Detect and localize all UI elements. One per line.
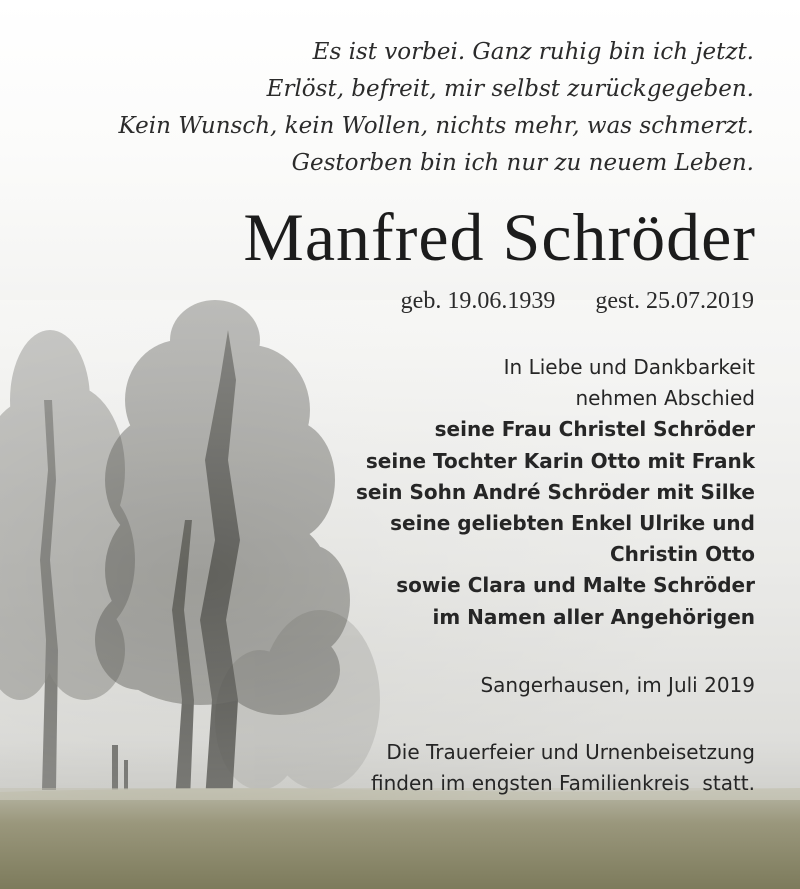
mourner-line: sowie Clara und Malte Schröder bbox=[396, 573, 755, 598]
birth-date: geb. 19.06.1939 bbox=[400, 288, 556, 314]
death-date: gest. 25.07.2019 bbox=[595, 288, 754, 314]
life-dates bbox=[401, 285, 754, 317]
ceremony-line: Die Trauerfeier und Urnenbeisetzung bbox=[386, 740, 755, 764]
mourner-line: sein Sohn André Schröder mit Silke bbox=[355, 479, 755, 504]
mourner-line: Christin Otto bbox=[609, 542, 755, 567]
verse-line: Kein Wunsch, kein Wollen, nichts mehr, was schmerzt. bbox=[118, 113, 754, 139]
mourners-block bbox=[356, 352, 755, 633]
mourner-line: im Namen aller Angehörigen bbox=[432, 604, 755, 629]
mourners-intro-line: nehmen Abschied bbox=[575, 386, 755, 411]
verse-line: Es ist vorbei. Ganz ruhig bin ich jetzt. bbox=[312, 39, 754, 65]
place-and-date: Sangerhausen, im Juli 2019 bbox=[480, 673, 755, 697]
mourner-line: seine geliebten Enkel Ulrike und bbox=[390, 511, 755, 536]
verse-line: Gestorben bin ich nur zu neuem Leben. bbox=[291, 150, 754, 176]
ceremony-note bbox=[371, 737, 755, 799]
meadow bbox=[0, 788, 800, 889]
mourner-line: seine Tochter Karin Otto mit Frank bbox=[365, 448, 755, 473]
verse-line: Erlöst, befreit, mir selbst zurückgegeben. bbox=[266, 76, 754, 102]
mourners-intro-line: In Liebe und Dankbarkeit bbox=[503, 355, 755, 379]
mourner-line: seine Frau Christel Schröder bbox=[434, 417, 755, 442]
memorial-verse bbox=[119, 34, 754, 182]
ceremony-line: finden im engsten Familienkreis statt. bbox=[371, 771, 755, 795]
deceased-name: Manfred Schröder bbox=[243, 199, 756, 275]
